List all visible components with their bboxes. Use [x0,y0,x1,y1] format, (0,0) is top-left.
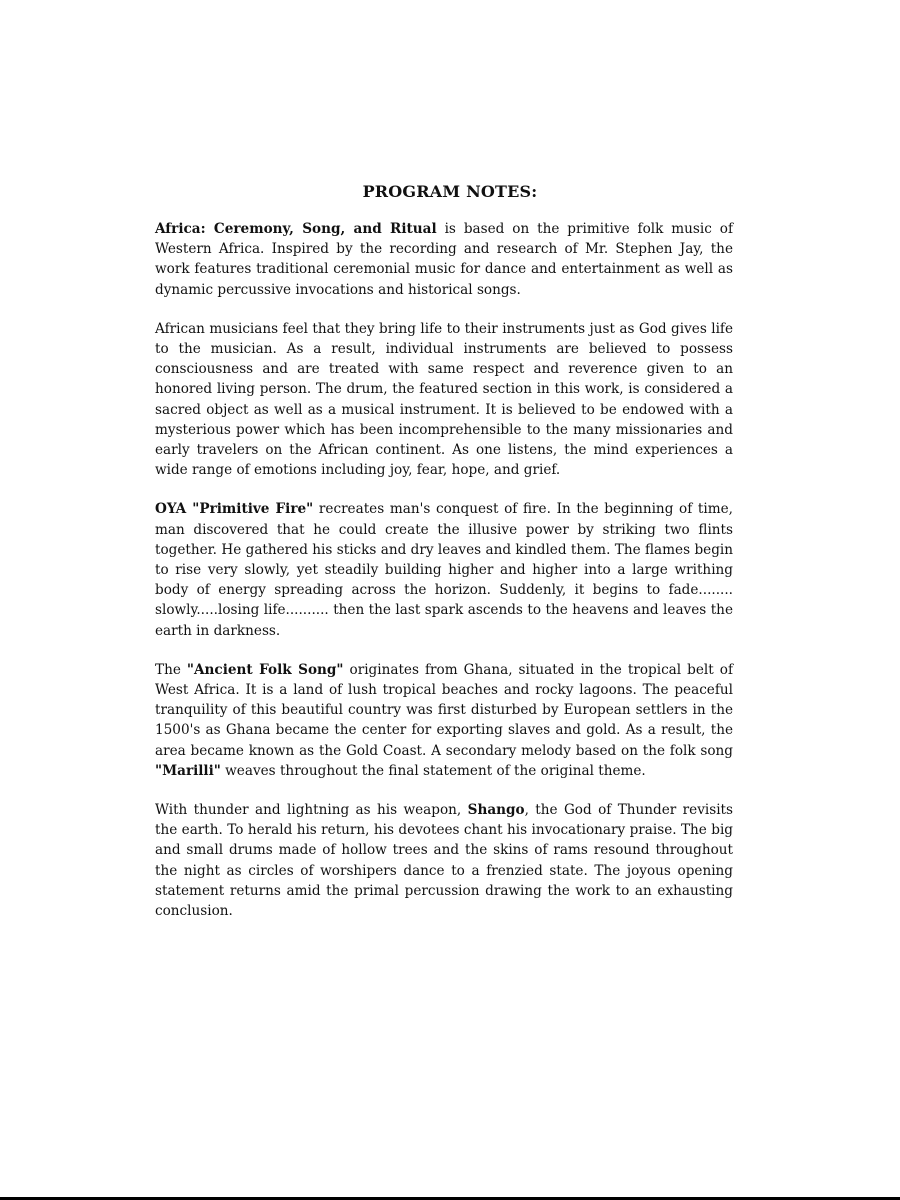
paragraph-text: African musicians feel that they bring life to their instruments just as God gives life to the musician. As a result, individual instruments are believed to possess consciousness and are treated with same respect and reverence given to an honored living person. The drum, the featured section in this work, is considered a sacred object as well as a musical instrument. It is believed to be endowed with a mysterious power which has been incomprehensible to the many missionaries and early travelers on the African continent. As one listens, the mind experiences a wide range of emotions including joy, fear, hope, and grief. [155,320,733,479]
page-heading: PROGRAM NOTES: [362,182,538,201]
title-ancient-folk-song: "Ancient Folk Song" [186,661,344,678]
paragraph-text: originates from Ghana, situated in the tropical belt of West Africa. It is a land of lush tropical beaches and rocky lagoons. The peaceful tranquility of this beautiful country was first disturbed by European settlers in the 1500's as Ghana became the center for exporting slaves and gold. As a result, the area became known as the Gold Coast. A secondary melody based on the folk song [155,661,733,759]
title-oya-primitive-fire: OYA "Primitive Fire" [155,501,314,518]
program-notes-body [155,219,733,940]
paragraph-african-musicians [155,319,733,481]
paragraph-text-suffix: weaves throughout the final statement of the original theme. [220,762,646,779]
paragraph-shango [155,800,733,921]
paragraph-oya-primitive-fire [155,499,733,640]
paragraph-text-prefix: The [155,661,187,678]
title-africa-ceremony: Africa: Ceremony, Song, and Ritual [155,221,437,237]
paragraph-text: recreates man's conquest of fire. In the beginning of time, man discovered that he could create the illusive power by striking two flints together. He gathered his sticks and dry leaves and kindled them. The flames begin to rise very slowly, yet steadily building higher and higher into a large writhing body of energy spreading across the horizon. Suddenly, it begins to fade........ slowly.....losing life.......... then the last spark ascends to the heavens and leaves the earth in darkness. [155,501,733,639]
paragraph-ancient-folk-song [155,660,733,781]
title-marilli: "Marilli" [155,762,221,779]
paragraph-africa-intro [155,219,733,300]
paragraph-text-prefix: With thunder and lightning as his weapon, [155,802,468,819]
paragraph-text: , the God of Thunder revisits the earth. To herald his return, his devotees chant his invocationary praise. The big and small drums made of hollow trees and the skins of rams resound throughout the night as circles of worshipers dance to a frenzied state. The joyous opening statement returns amid the primal percussion drawing the work to an exhausting conclusion. [155,802,733,920]
title-shango: Shango [467,802,525,819]
paragraph-text: is based on the primitive folk music of Western Africa. Inspired by the recording and research of Mr. Stephen Jay, the work features traditional ceremonial music for dance and entertainment as well as dynamic percussive invocations and historical songs. [155,221,733,298]
